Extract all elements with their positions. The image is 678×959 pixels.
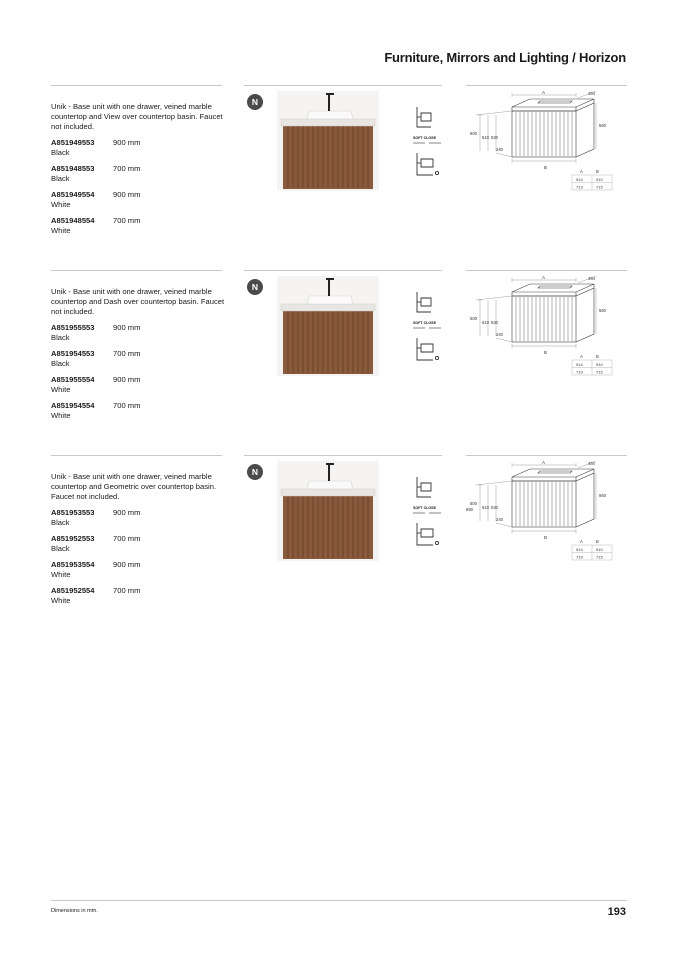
dim-label-610: 610 <box>482 320 489 325</box>
dim-label-600: 600 <box>470 131 477 136</box>
dim-label-depth: 494 <box>588 276 595 281</box>
technical-drawing <box>466 91 628 195</box>
dim-table-header-a: A <box>580 169 583 174</box>
variant-item <box>51 586 226 612</box>
basin <box>307 111 353 119</box>
variant-size: 900 mm <box>113 560 141 569</box>
variant-code: A851949553 <box>51 138 95 147</box>
footer-divider <box>51 900 627 901</box>
faucet-spout <box>326 463 334 465</box>
section-divider <box>51 270 222 271</box>
variant-code: A851948554 <box>51 216 95 225</box>
dim-label-530: 530 <box>491 135 498 140</box>
dim-table-b1: 910 <box>596 177 603 182</box>
product-description: Unik - Base unit with one drawer, veined marble countertop and Geometric over countertop basin. Faucet not included. <box>51 472 217 501</box>
variant-color: White <box>51 199 71 209</box>
feature-icons <box>411 473 445 553</box>
variant-code: A851955554 <box>51 375 95 384</box>
dim-label-depth: 494 <box>588 91 595 96</box>
section-divider <box>244 85 442 86</box>
product-description: Unik - Base unit with one drawer, veined marble countertop and View over countertop basin. Faucet not included. <box>51 102 223 131</box>
dim-label-600: 600 <box>470 316 477 321</box>
variant-code: A851952554 <box>51 586 95 595</box>
soft-close-label: SOFT CLOSE <box>413 321 436 325</box>
variant-color: Black <box>51 173 70 183</box>
dim-label-600: 600 <box>470 501 477 506</box>
variant-color: White <box>51 569 71 579</box>
variant-code: A851952553 <box>51 534 95 543</box>
variant-color: Black <box>51 332 70 342</box>
page-number: 193 <box>607 906 626 918</box>
wall-mount-icon <box>417 153 439 175</box>
variant-item <box>51 164 226 190</box>
dim-label-530: 530 <box>491 320 498 325</box>
dim-label-b: B <box>544 535 548 540</box>
drawer-icon <box>417 477 431 497</box>
section-divider <box>244 455 442 456</box>
dim-table-header-b: B <box>596 169 599 174</box>
cabinet-slats <box>516 297 572 341</box>
variant-size: 900 mm <box>113 375 141 384</box>
basin <box>307 481 353 489</box>
variant-size: 700 mm <box>113 349 141 358</box>
section-divider <box>466 455 627 456</box>
variant-color: White <box>51 410 71 420</box>
faucet <box>328 278 330 296</box>
variant-color: White <box>51 595 71 605</box>
dim-label-610: 610 <box>482 135 489 140</box>
section-divider <box>466 85 627 86</box>
faucet-spout <box>326 278 334 280</box>
variant-color: Black <box>51 517 70 527</box>
variant-size: 700 mm <box>113 586 141 595</box>
feature-icons <box>411 288 445 368</box>
product-photo <box>277 461 379 561</box>
product-description: Unik - Base unit with one drawer, veined marble countertop and Dash over countertop basin. Faucet not included. <box>51 287 225 316</box>
dim-label-height: 560 <box>599 123 606 128</box>
variant-size: 900 mm <box>113 138 141 147</box>
variant-size: 700 mm <box>113 164 141 173</box>
cabinet-outline <box>512 99 594 157</box>
dim-label-b: B <box>544 165 548 170</box>
variant-code: A851953554 <box>51 560 95 569</box>
faucet <box>328 93 330 111</box>
variant-item <box>51 349 226 375</box>
dim-table-a1: 914 <box>576 547 583 552</box>
dim-table-b1: 910 <box>596 362 603 367</box>
marble-countertop <box>281 119 375 126</box>
dim-table-header-a: A <box>580 539 583 544</box>
variant-color: White <box>51 225 71 235</box>
variant-list <box>51 508 226 612</box>
dim-label-height: 560 <box>599 493 606 498</box>
feature-icons <box>411 103 445 183</box>
dim-label-depth: 494 <box>588 461 595 466</box>
dim-table-header-b: B <box>596 354 599 359</box>
technical-drawing <box>466 461 628 565</box>
dim-table-b2: 715 <box>596 554 603 560</box>
dim-label-240: 240 <box>496 332 503 337</box>
dim-table-b2: 715 <box>596 369 603 375</box>
dim-label-b: B <box>544 350 548 355</box>
product-section <box>51 85 627 255</box>
cabinet-outline <box>512 469 594 527</box>
dim-table-a2: 719 <box>576 554 583 560</box>
product-section <box>51 270 627 440</box>
dim-label-610: 610 <box>482 505 489 510</box>
dim-label-240: 240 <box>496 147 503 152</box>
product-section <box>51 455 627 625</box>
variant-size: 700 mm <box>113 534 141 543</box>
faucet-spout <box>326 93 334 95</box>
variant-size: 900 mm <box>113 508 141 517</box>
section-divider <box>51 455 222 456</box>
new-badge: N <box>247 464 263 480</box>
variant-size: 700 mm <box>113 401 141 410</box>
drawer-icon <box>417 107 431 127</box>
dimension-table <box>572 354 612 375</box>
variant-code: A851954554 <box>51 401 95 410</box>
product-photo <box>277 276 379 376</box>
dim-label-a: A <box>542 461 546 465</box>
dim-label-a: A <box>542 276 546 280</box>
faucet <box>328 463 330 481</box>
dim-table-a2: 719 <box>576 184 583 190</box>
marble-countertop <box>281 489 375 496</box>
dimension-table <box>572 539 612 560</box>
variant-color: Black <box>51 543 70 553</box>
dim-label-530: 530 <box>491 505 498 510</box>
product-photo <box>277 91 379 191</box>
variant-item <box>51 190 226 216</box>
variant-item <box>51 508 226 534</box>
dim-table-header-a: A <box>580 354 583 359</box>
dim-table-a1: 914 <box>576 362 583 367</box>
variant-item <box>51 560 226 586</box>
section-divider <box>244 270 442 271</box>
variant-color: Black <box>51 358 70 368</box>
drawer-icon <box>417 292 431 312</box>
new-badge: N <box>247 94 263 110</box>
dim-label-height: 560 <box>599 308 606 313</box>
variant-code: A851949554 <box>51 190 95 199</box>
dim-label-240: 240 <box>496 517 503 522</box>
variant-size: 900 mm <box>113 190 141 199</box>
variant-color: Black <box>51 147 70 157</box>
variant-item <box>51 534 226 560</box>
footer-note: Dimensions in mm. <box>51 908 98 914</box>
variant-list <box>51 138 226 242</box>
cabinet-outline <box>512 284 594 342</box>
variant-item <box>51 401 226 427</box>
variant-item <box>51 216 226 242</box>
dim-table-a1: 914 <box>576 177 583 182</box>
page-title: Furniture, Mirrors and Lighting / Horizon <box>384 50 626 65</box>
wall-mount-icon <box>417 523 439 545</box>
variant-item <box>51 138 226 164</box>
cabinet-slats <box>516 112 572 156</box>
soft-close-label: SOFT CLOSE <box>413 136 436 140</box>
variant-item <box>51 375 226 401</box>
variant-size: 700 mm <box>113 216 141 225</box>
section-divider <box>51 85 222 86</box>
cabinet-slats <box>516 482 572 526</box>
wall-mount-icon <box>417 338 439 360</box>
dim-label-690: 690 <box>466 507 473 512</box>
dimension-table <box>572 169 612 190</box>
section-divider <box>466 270 627 271</box>
dim-table-a2: 719 <box>576 369 583 375</box>
variant-code: A851948553 <box>51 164 95 173</box>
variant-item <box>51 323 226 349</box>
dim-table-header-b: B <box>596 539 599 544</box>
new-badge: N <box>247 279 263 295</box>
dim-table-b1: 910 <box>596 547 603 552</box>
variant-code: A851955553 <box>51 323 95 332</box>
variant-code: A851954553 <box>51 349 95 358</box>
marble-countertop <box>281 304 375 311</box>
technical-drawing <box>466 276 628 380</box>
dim-label-a: A <box>542 91 546 95</box>
variant-list <box>51 323 226 427</box>
variant-code: A851953553 <box>51 508 95 517</box>
variant-color: White <box>51 384 71 394</box>
dim-table-b2: 715 <box>596 184 603 190</box>
basin <box>307 296 353 304</box>
variant-size: 900 mm <box>113 323 141 332</box>
soft-close-label: SOFT CLOSE <box>413 506 436 510</box>
